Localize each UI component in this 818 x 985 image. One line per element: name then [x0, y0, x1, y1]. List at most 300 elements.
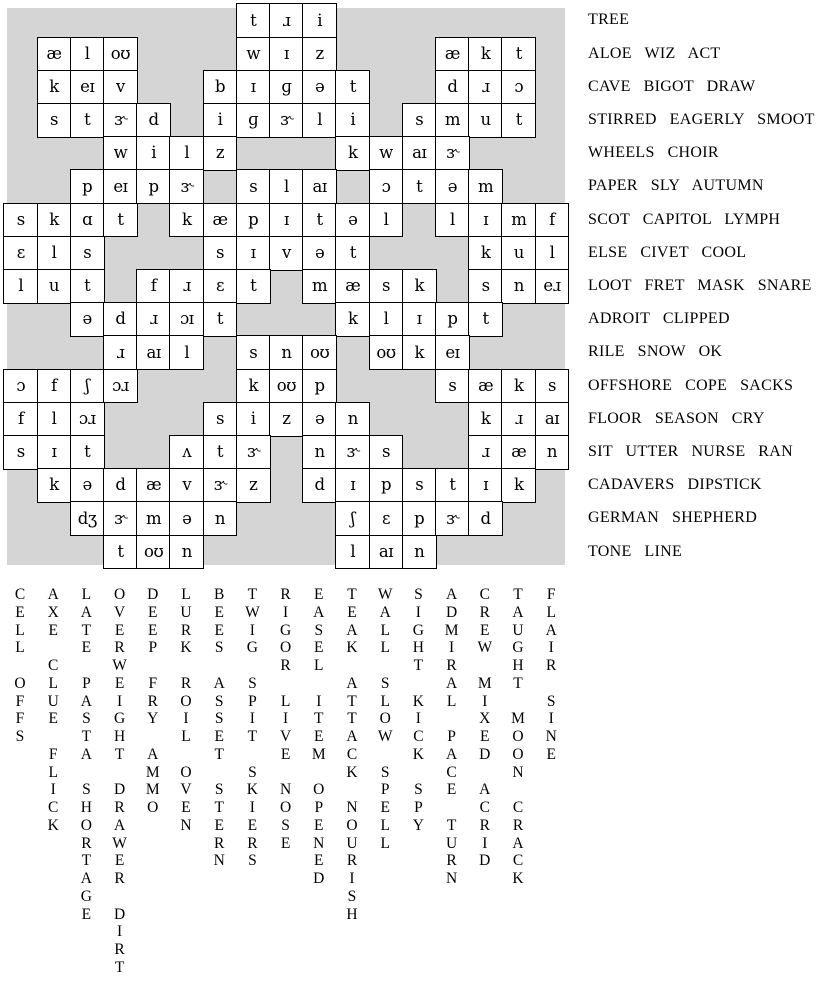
grid-cell: eɹ	[535, 269, 570, 304]
across-words-row: TONE LINE	[588, 542, 683, 560]
grid-cell: ɪ	[468, 468, 503, 503]
down-letter: P	[380, 781, 390, 799]
down-letter: S	[248, 763, 257, 781]
grid-cell: l	[302, 103, 337, 138]
down-letter: H	[412, 639, 424, 657]
grid-cell: ɔ	[501, 70, 536, 105]
grid-cell: k	[236, 369, 271, 404]
down-letter: E	[15, 603, 25, 621]
down-letter: O	[113, 586, 126, 603]
grid-cell: p	[369, 468, 404, 503]
down-letter: A	[346, 621, 358, 639]
grid-cell: oʊ	[103, 37, 138, 72]
down-letter: P	[314, 799, 324, 816]
grid-cell: k	[501, 468, 536, 503]
down-letter: A	[479, 781, 491, 799]
grid-cell: ə	[302, 70, 337, 105]
grid-cell: s	[402, 103, 437, 138]
grid-cell: p	[435, 302, 470, 337]
grid-cell: v	[269, 236, 304, 271]
down-letter: I	[249, 710, 255, 728]
grid-cell: l	[435, 203, 470, 238]
down-letter: S	[314, 621, 324, 639]
grid-cell: v	[103, 70, 138, 105]
grid-cell: ɔɹ	[70, 402, 105, 437]
down-letter: O	[279, 799, 292, 816]
grid-cell: n	[402, 535, 437, 570]
down-letter: O	[180, 692, 192, 710]
grid-cell: d	[103, 302, 138, 337]
down-letter: E	[148, 621, 158, 639]
down-letter: L	[314, 657, 324, 674]
down-letter: W	[477, 639, 493, 657]
down-letter: S	[414, 586, 423, 603]
down-letter: I	[449, 639, 455, 657]
down-letter: I	[249, 621, 255, 639]
grid-cell: m	[501, 203, 536, 238]
grid-cell: n	[335, 402, 370, 437]
down-letter: U	[47, 692, 59, 710]
grid-cell: n	[169, 535, 204, 570]
down-letter: B	[214, 586, 225, 603]
down-letter: E	[214, 603, 224, 621]
grid-cell: ɛ	[203, 269, 238, 304]
down-letter: U	[445, 834, 458, 852]
down-letter: S	[214, 710, 224, 728]
down-letter: E	[214, 728, 224, 745]
down-letter: T	[114, 745, 125, 763]
down-letter: L	[380, 639, 390, 657]
down-letter: T	[81, 621, 92, 639]
grid-cell: d	[302, 468, 337, 503]
down-letter: P	[82, 674, 91, 692]
grid-cell: k	[468, 236, 503, 271]
grid-cell: ʃ	[70, 369, 105, 404]
down-letter: D	[313, 870, 325, 887]
down-letter: I	[482, 834, 488, 852]
down-letter: M	[145, 763, 160, 781]
down-letter: T	[247, 728, 258, 745]
down-letter: I	[249, 799, 255, 816]
grid-cell: t	[70, 103, 105, 138]
down-letter: A	[445, 586, 458, 603]
down-letter: L	[181, 586, 191, 603]
down-letter: H	[80, 799, 92, 816]
down-letter: M	[311, 745, 326, 763]
down-letter: K	[412, 745, 424, 763]
down-letter: R	[512, 816, 524, 834]
grid-cell: ɹ	[269, 3, 304, 38]
down-letter: T	[347, 692, 357, 710]
grid-cell: ɪ	[269, 203, 304, 238]
down-letter: E	[546, 745, 556, 763]
grid-cell: s	[236, 335, 271, 370]
down-letter: A	[47, 586, 59, 603]
down-letter: E	[48, 621, 58, 639]
down-letter: E	[280, 745, 291, 763]
grid-cell: t	[335, 236, 370, 271]
grid-cell: d	[136, 103, 171, 138]
down-letter: S	[414, 781, 423, 799]
down-letter: R	[114, 639, 125, 657]
across-words-row: FLOOR SEASON CRY	[588, 409, 765, 427]
down-letter: O	[346, 816, 358, 834]
down-letter: F	[15, 692, 25, 710]
down-letter: R	[180, 621, 192, 639]
grid-cell: l	[169, 335, 204, 370]
grid-cell: ɑ	[70, 203, 105, 238]
down-letter: E	[114, 621, 125, 639]
down-letter: U	[180, 603, 192, 621]
across-words-row: STIRRED EAGERLY SMOOT	[588, 111, 815, 128]
grid-cell: k	[335, 136, 370, 171]
grid-cell: n	[269, 335, 304, 370]
down-letter: H	[346, 905, 358, 923]
grid-cell: æ	[37, 37, 72, 72]
grid-cell: aɪ	[369, 535, 404, 570]
down-letter: E	[347, 603, 357, 621]
down-letter: A	[147, 745, 159, 763]
down-letter: K	[346, 763, 358, 781]
down-letter: M	[477, 674, 492, 692]
down-letter: A	[512, 603, 524, 621]
down-letter: L	[15, 621, 25, 639]
grid-cell: ɝ	[203, 468, 238, 503]
down-letter: E	[181, 799, 191, 816]
grid-cell: k	[37, 203, 72, 238]
grid-cell: s	[402, 468, 437, 503]
grid-cell: t	[236, 269, 271, 304]
down-letter: S	[15, 728, 25, 745]
down-letter: R	[247, 834, 258, 852]
down-letter: W	[245, 603, 260, 621]
grid-cell: ɝ	[236, 435, 271, 470]
grid-cell: u	[468, 103, 503, 138]
down-letter: D	[113, 905, 126, 923]
down-letter: R	[546, 657, 557, 674]
down-letter: I	[283, 710, 289, 728]
grid-cell: b	[203, 70, 238, 105]
grid-cell: n	[535, 435, 570, 470]
grid-cell: eɪ	[435, 335, 470, 370]
down-letter: V	[180, 781, 192, 799]
grid-cell: ɝ	[103, 103, 138, 138]
grid-cell: t	[468, 302, 503, 337]
grid-cell: t	[402, 169, 437, 204]
grid-cell: ɡ	[269, 70, 304, 105]
grid-cell: l	[169, 136, 204, 171]
grid-cell: k	[37, 468, 72, 503]
down-letter: K	[246, 781, 258, 799]
down-letter: C	[479, 799, 490, 816]
grid-cell: l	[535, 236, 570, 271]
down-letter: I	[283, 603, 289, 621]
grid-cell: ɝ	[435, 136, 470, 171]
grid-cell: k	[468, 402, 503, 437]
grid-cell: ə	[70, 302, 105, 337]
grid-cell: s	[3, 435, 38, 470]
grid-cell: p	[302, 369, 337, 404]
grid-cell: k	[468, 37, 503, 72]
down-letter: L	[81, 586, 92, 603]
grid-cell: æ	[435, 37, 470, 72]
across-words-row: ELSE CIVET COOL	[588, 243, 747, 261]
down-letter: I	[548, 639, 554, 657]
grid-cell: ɛ	[3, 236, 38, 271]
down-letter: T	[214, 745, 224, 763]
down-letter: L	[380, 621, 390, 639]
down-letter: L	[181, 728, 191, 745]
across-words-row: SCOT CAPITOL LYMPH	[588, 210, 781, 228]
down-letter: E	[480, 621, 490, 639]
grid-cell: w	[369, 136, 404, 171]
grid-cell: s	[203, 402, 238, 437]
down-letter: D	[445, 603, 458, 621]
down-letter: C	[512, 799, 524, 816]
down-letter: W	[377, 728, 393, 745]
grid-cell: k	[402, 335, 437, 370]
grid-cell: k	[169, 203, 204, 238]
grid-cell: ə	[335, 203, 370, 238]
grid-cell: ɹ	[468, 70, 503, 105]
down-letter: O	[180, 763, 192, 781]
down-letter: S	[380, 763, 390, 781]
down-letter: R	[479, 816, 490, 834]
down-letter: R	[214, 834, 225, 852]
grid-cell: ə	[302, 402, 337, 437]
down-letter: S	[281, 816, 290, 834]
down-letter: T	[446, 816, 457, 834]
grid-cell: l	[369, 302, 404, 337]
down-letter: I	[316, 692, 322, 710]
grid-cell: ɹ	[103, 335, 138, 370]
down-letter: O	[147, 799, 159, 816]
grid-cell: dʒ	[70, 501, 105, 536]
grid-cell: ɡ	[236, 103, 271, 138]
down-letter: E	[314, 852, 324, 870]
down-letter: E	[480, 728, 490, 745]
grid-cell: z	[236, 468, 271, 503]
grid-cell: m	[468, 169, 503, 204]
grid-cell: m	[435, 103, 470, 138]
down-letter: L	[446, 692, 457, 710]
grid-cell: s	[369, 269, 404, 304]
down-letter: R	[147, 692, 158, 710]
down-letter: A	[113, 816, 126, 834]
down-letter: R	[280, 657, 291, 674]
down-letter: I	[482, 692, 488, 710]
down-letter: A	[80, 870, 92, 887]
down-letter: L	[380, 692, 390, 710]
grid-cell: ɔ	[3, 369, 38, 404]
down-letter: A	[80, 603, 92, 621]
grid-cell: t	[501, 37, 536, 72]
down-letter: A	[346, 674, 358, 692]
down-letter: M	[444, 621, 459, 639]
down-letter: M	[511, 710, 525, 728]
grid-cell: ɪ	[236, 70, 271, 105]
down-letter: C	[48, 657, 59, 674]
grid-cell: v	[169, 468, 204, 503]
down-letter: L	[546, 603, 556, 621]
down-letter: E	[314, 639, 324, 657]
grid-cell: m	[136, 501, 171, 536]
across-words-row: SIT UTTER NURSE RAN	[588, 443, 793, 460]
grid-cell: t	[70, 269, 105, 304]
grid-cell: oʊ	[302, 335, 337, 370]
down-letter: T	[347, 586, 357, 603]
down-letter: O	[512, 745, 524, 763]
grid-cell: t	[501, 103, 536, 138]
grid-cell: p	[70, 169, 105, 204]
down-letter: S	[347, 887, 357, 905]
down-letter: E	[48, 710, 58, 728]
down-letter: E	[380, 799, 390, 816]
grid-cell: aɪ	[402, 136, 437, 171]
down-letter: M	[145, 781, 160, 799]
grid-cell: i	[136, 136, 171, 171]
across-words-row: RILE SNOW OK	[588, 343, 723, 361]
down-letter: S	[214, 639, 224, 657]
down-letter: G	[80, 887, 92, 905]
down-letter: C	[512, 852, 524, 870]
grid-cell: ə	[70, 468, 105, 503]
grid-cell: aɪ	[302, 169, 337, 204]
down-letter: C	[479, 586, 490, 603]
down-letter: H	[512, 657, 524, 674]
grid-cell: l	[37, 236, 72, 271]
grid-cell: t	[335, 70, 370, 105]
down-letter: C	[413, 728, 424, 745]
down-letter: L	[380, 816, 390, 834]
down-letter: E	[148, 603, 158, 621]
grid-cell: æ	[501, 435, 536, 470]
grid-cell: l	[335, 535, 370, 570]
down-letter: Y	[412, 816, 424, 834]
down-letter: T	[513, 586, 523, 603]
grid-cell: ɔɹ	[103, 369, 138, 404]
down-letter: G	[512, 639, 524, 657]
down-letter: I	[117, 692, 123, 710]
down-letter: S	[214, 781, 224, 799]
grid-cell: d	[435, 70, 470, 105]
down-letter: T	[81, 728, 92, 745]
grid-cell: k	[37, 70, 72, 105]
down-letter: T	[81, 852, 92, 870]
down-letter: A	[445, 674, 458, 692]
down-letter: N	[445, 870, 458, 887]
down-letter: W	[112, 657, 127, 674]
down-letter: N	[180, 816, 192, 834]
down-letter: N	[313, 834, 325, 852]
grid-cell: f	[37, 369, 72, 404]
grid-cell: ʌ	[169, 435, 204, 470]
grid-cell: t	[103, 203, 138, 238]
grid-cell: i	[302, 3, 337, 38]
down-letter: I	[415, 603, 421, 621]
grid-cell: æ	[335, 269, 370, 304]
down-letter: R	[114, 870, 125, 887]
grid-cell: l	[369, 203, 404, 238]
down-letter: W	[112, 834, 127, 852]
down-letter: R	[446, 852, 457, 870]
down-letter: C	[14, 586, 26, 603]
down-letter: T	[314, 710, 324, 728]
grid-cell: s	[70, 236, 105, 271]
grid-cell: ɝ	[103, 501, 138, 536]
grid-cell: t	[236, 3, 271, 38]
grid-cell: w	[103, 136, 138, 171]
down-letter: K	[346, 639, 358, 657]
across-words-row: PAPER SLY AUTUMN	[588, 177, 764, 195]
grid-cell: t	[302, 203, 337, 238]
grid-cell: p	[136, 169, 171, 204]
down-letter: P	[248, 692, 257, 710]
down-letter: S	[546, 692, 556, 710]
grid-cell: aɪ	[136, 335, 171, 370]
down-letter: O	[512, 728, 524, 745]
down-letter: E	[114, 674, 125, 692]
down-letter: A	[545, 621, 557, 639]
grid-cell: ɝ	[269, 103, 304, 138]
down-letter: T	[247, 586, 258, 603]
grid-cell: t	[103, 535, 138, 570]
grid-cell: ɪ	[236, 236, 271, 271]
down-letter: G	[113, 710, 126, 728]
down-letter: N	[346, 799, 358, 816]
grid-cell: ɝ	[169, 169, 204, 204]
down-letter: A	[512, 834, 524, 852]
down-letter: U	[512, 621, 524, 639]
down-letter: D	[147, 586, 159, 603]
grid-cell: t	[203, 435, 238, 470]
down-letter: T	[347, 710, 357, 728]
down-letter: K	[180, 639, 192, 657]
down-letter: A	[80, 745, 92, 763]
across-words-row: WHEELS CHOIR	[588, 144, 719, 162]
across-words-row: ADROIT CLIPPED	[588, 310, 730, 328]
down-letter: S	[82, 710, 91, 728]
down-letter: O	[279, 639, 292, 657]
down-letter: D	[479, 852, 491, 870]
grid-cell: s	[435, 369, 470, 404]
grid-cell: z	[203, 136, 238, 171]
grid-cell: f	[535, 203, 570, 238]
down-letter: C	[346, 745, 358, 763]
down-letter: F	[148, 674, 158, 692]
down-letter: K	[412, 692, 424, 710]
down-letter: I	[50, 781, 56, 799]
grid-cell: ə	[302, 236, 337, 271]
grid-cell: oʊ	[269, 369, 304, 404]
down-letter: S	[380, 674, 390, 692]
grid-cell: s	[3, 203, 38, 238]
down-letter: Y	[147, 710, 159, 728]
grid-cell: æ	[468, 369, 503, 404]
grid-cell: ɔɪ	[169, 302, 204, 337]
down-letter: E	[81, 639, 92, 657]
down-letter: T	[513, 674, 523, 692]
down-letter: I	[183, 710, 189, 728]
across-words-row: ALOE WIZ ACT	[588, 44, 721, 62]
grid-cell: l	[269, 169, 304, 204]
down-letter: O	[14, 674, 26, 692]
down-letter: L	[15, 639, 25, 657]
grid-cell: oʊ	[136, 535, 171, 570]
grid-cell: eɪ	[70, 70, 105, 105]
down-letter: L	[280, 692, 291, 710]
down-letter: C	[48, 799, 59, 816]
